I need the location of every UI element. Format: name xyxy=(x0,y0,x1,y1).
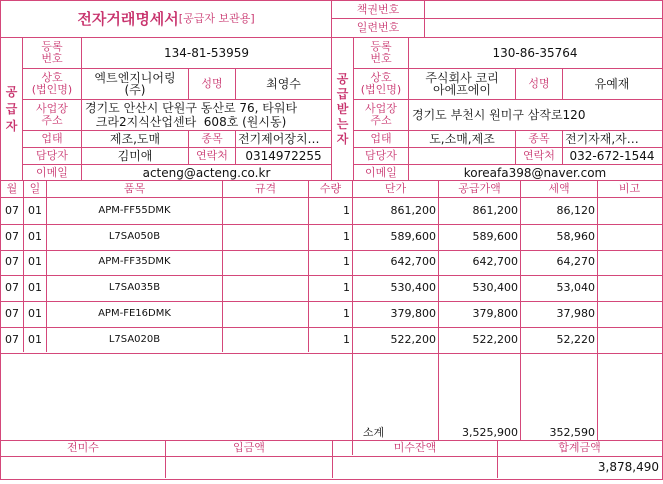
supplier-address: 경기도 안산시 단원구 동산로 76, 타워타 크라2지식산업센타 608호 (원시동) xyxy=(85,101,298,129)
supplier-contact: 0314972255 xyxy=(245,149,322,163)
supplier-address-label: 사업장 주소 xyxy=(36,102,68,127)
cell-month: 07 xyxy=(5,281,19,295)
supplier-side-char-2: 급 xyxy=(5,101,18,116)
col-tax: 세액 xyxy=(548,182,570,195)
supplier-rep-label: 성명 xyxy=(201,77,223,90)
supplier-manager: 김미애 xyxy=(117,149,153,163)
cell-month: 07 xyxy=(5,203,19,217)
supplier-rep: 최영수 xyxy=(266,77,301,91)
cell-supply: 589,600 xyxy=(472,229,518,243)
supplier-manager-label: 담당자 xyxy=(36,149,68,162)
cell-day: 01 xyxy=(28,332,42,346)
supplier-biz-item-label: 종목 xyxy=(201,132,223,145)
receiver-biz-type: 도,소매,제조 xyxy=(429,132,495,146)
subtotal-tax: 352,590 xyxy=(549,426,595,439)
receiver-rep: 유예재 xyxy=(594,77,630,91)
document-title xyxy=(1,1,331,37)
cell-item: APM-FF55DMK xyxy=(98,204,171,216)
total-value: 3,878,490 xyxy=(597,460,659,474)
cell-tax: 58,960 xyxy=(556,229,595,243)
supplier-biz-type: 제조,도매 xyxy=(109,132,161,146)
cell-tax: 52,220 xyxy=(556,332,595,346)
receiver-reg-no: 130-86-35764 xyxy=(492,46,578,60)
cell-note xyxy=(598,250,661,276)
receiver-side-char-2: 급 xyxy=(336,86,349,101)
receiver-contact: 032-672-1544 xyxy=(569,149,655,163)
col-supply: 공급가액 xyxy=(458,182,501,195)
title-main: 전자거래명세서 xyxy=(77,10,179,28)
supplier-side-char-3: 자 xyxy=(5,118,18,133)
supplier-side-label xyxy=(1,38,22,180)
cell-unit-price: 642,700 xyxy=(390,255,436,269)
supplier-biz-item: 전기제어장치… xyxy=(238,132,320,146)
cell-day: 01 xyxy=(28,307,42,321)
col-qty: 수량 xyxy=(319,182,342,195)
cell-qty: 1 xyxy=(343,281,350,295)
cell-item: APM-FE16DMK xyxy=(98,308,171,320)
total-label: 합계금액 xyxy=(558,441,601,454)
cell-spec xyxy=(223,301,308,327)
received-label: 입금액 xyxy=(233,441,265,454)
cell-day: 01 xyxy=(28,281,42,295)
cell-month: 07 xyxy=(5,229,19,243)
supplier-email: acteng@acteng.co.kr xyxy=(142,165,271,180)
receiver-address: 경기도 부천시 원미구 삼작로120 xyxy=(412,108,586,122)
supplier-company: 엑트엔지니어링 (주) xyxy=(94,71,176,97)
supplier-contact-label: 연락처 xyxy=(196,149,228,162)
cell-note xyxy=(598,198,661,224)
cell-supply: 379,800 xyxy=(472,307,518,321)
subtotal-supply: 3,525,900 xyxy=(462,426,518,439)
receiver-email-label: 이메일 xyxy=(365,165,397,179)
cell-month: 07 xyxy=(5,307,19,321)
receiver-contact-label: 연락처 xyxy=(523,149,555,162)
cell-note xyxy=(598,301,661,327)
receiver-biz-item: 전기자재,자… xyxy=(565,132,639,146)
receiver-side-char-5: 자 xyxy=(336,131,349,146)
cell-unit-price: 530,400 xyxy=(390,281,436,295)
col-day: 일 xyxy=(29,182,41,195)
cell-supply: 530,400 xyxy=(472,281,518,295)
serial-no-label: 일련번호 xyxy=(356,21,400,34)
cell-spec xyxy=(223,327,308,353)
receiver-reg-no-label: 등록 번호 xyxy=(370,40,392,65)
cell-item: L7SA020B xyxy=(108,333,161,345)
cell-day: 01 xyxy=(28,229,42,243)
cell-tax: 37,980 xyxy=(556,307,595,321)
receiver-company: 주식회사 코리 아에프에이 xyxy=(425,71,499,97)
unpaid-label: 전미수 xyxy=(67,441,99,454)
cell-qty: 1 xyxy=(343,229,350,243)
cell-qty: 1 xyxy=(343,307,350,321)
receiver-side-label xyxy=(332,38,353,180)
book-no-label: 책권번호 xyxy=(356,3,400,16)
cell-note xyxy=(598,275,661,301)
cell-item: APM-FF35DMK xyxy=(98,256,171,268)
col-spec: 규격 xyxy=(254,182,277,195)
cell-month: 07 xyxy=(5,332,19,346)
subtotal-label: 소계 xyxy=(362,426,385,439)
cell-unit-price: 379,800 xyxy=(390,307,436,321)
receiver-biz-item-label: 종목 xyxy=(528,132,550,145)
supplier-email-label: 이메일 xyxy=(36,165,68,179)
cell-spec xyxy=(223,224,308,250)
cell-day: 01 xyxy=(28,255,42,269)
receiver-address-label: 사업장 주소 xyxy=(365,102,397,127)
cell-qty: 1 xyxy=(343,332,350,346)
receiver-rep-label: 성명 xyxy=(528,77,550,90)
cell-unit-price: 522,200 xyxy=(390,332,436,346)
cell-supply: 642,700 xyxy=(472,255,518,269)
receiver-biz-type-label: 업태 xyxy=(370,132,392,145)
receiver-email: koreafa398@naver.com xyxy=(463,165,607,180)
cell-spec xyxy=(223,250,308,276)
supplier-reg-no: 134-81-53959 xyxy=(163,46,249,60)
col-month: 월 xyxy=(6,182,18,195)
receiver-manager xyxy=(409,148,515,164)
serial-no-value xyxy=(425,19,661,37)
cell-tax: 86,120 xyxy=(556,203,595,217)
cell-tax: 64,270 xyxy=(556,255,595,269)
cell-qty: 1 xyxy=(343,203,350,217)
cell-item: L7SA035B xyxy=(108,282,161,294)
book-no-value xyxy=(425,1,661,19)
cell-supply: 861,200 xyxy=(472,203,518,217)
cell-month: 07 xyxy=(5,255,19,269)
receiver-side-char-3: 받 xyxy=(336,101,349,116)
cell-supply: 522,200 xyxy=(472,332,518,346)
cell-spec xyxy=(223,275,308,301)
cell-day: 01 xyxy=(28,203,42,217)
supplier-reg-no-label: 등록 번호 xyxy=(41,40,63,65)
receiver-manager-label: 담당자 xyxy=(365,149,397,162)
cell-note xyxy=(598,224,661,250)
receiver-company-label: 상호 (법인명) xyxy=(360,71,402,96)
cell-unit-price: 861,200 xyxy=(390,203,436,217)
supplier-side-char-1: 공 xyxy=(5,84,18,99)
receiver-side-char-1: 공 xyxy=(336,71,349,86)
cell-item: L7SA050B xyxy=(108,230,161,242)
receiver-side-char-4: 는 xyxy=(336,116,349,131)
cell-spec xyxy=(223,198,308,224)
col-unit-price: 단가 xyxy=(384,182,407,195)
cell-qty: 1 xyxy=(343,255,350,269)
cell-tax: 53,040 xyxy=(556,281,595,295)
cell-note xyxy=(598,327,661,353)
title-sub: [공급자 보관용] xyxy=(178,12,255,25)
balance-label: 미수잔액 xyxy=(393,441,437,454)
supplier-company-label: 상호 (법인명) xyxy=(31,71,73,96)
col-item: 품목 xyxy=(123,182,146,195)
supplier-biz-type-label: 업태 xyxy=(41,132,63,145)
cell-unit-price: 589,600 xyxy=(390,229,436,243)
col-note: 비고 xyxy=(618,182,641,195)
